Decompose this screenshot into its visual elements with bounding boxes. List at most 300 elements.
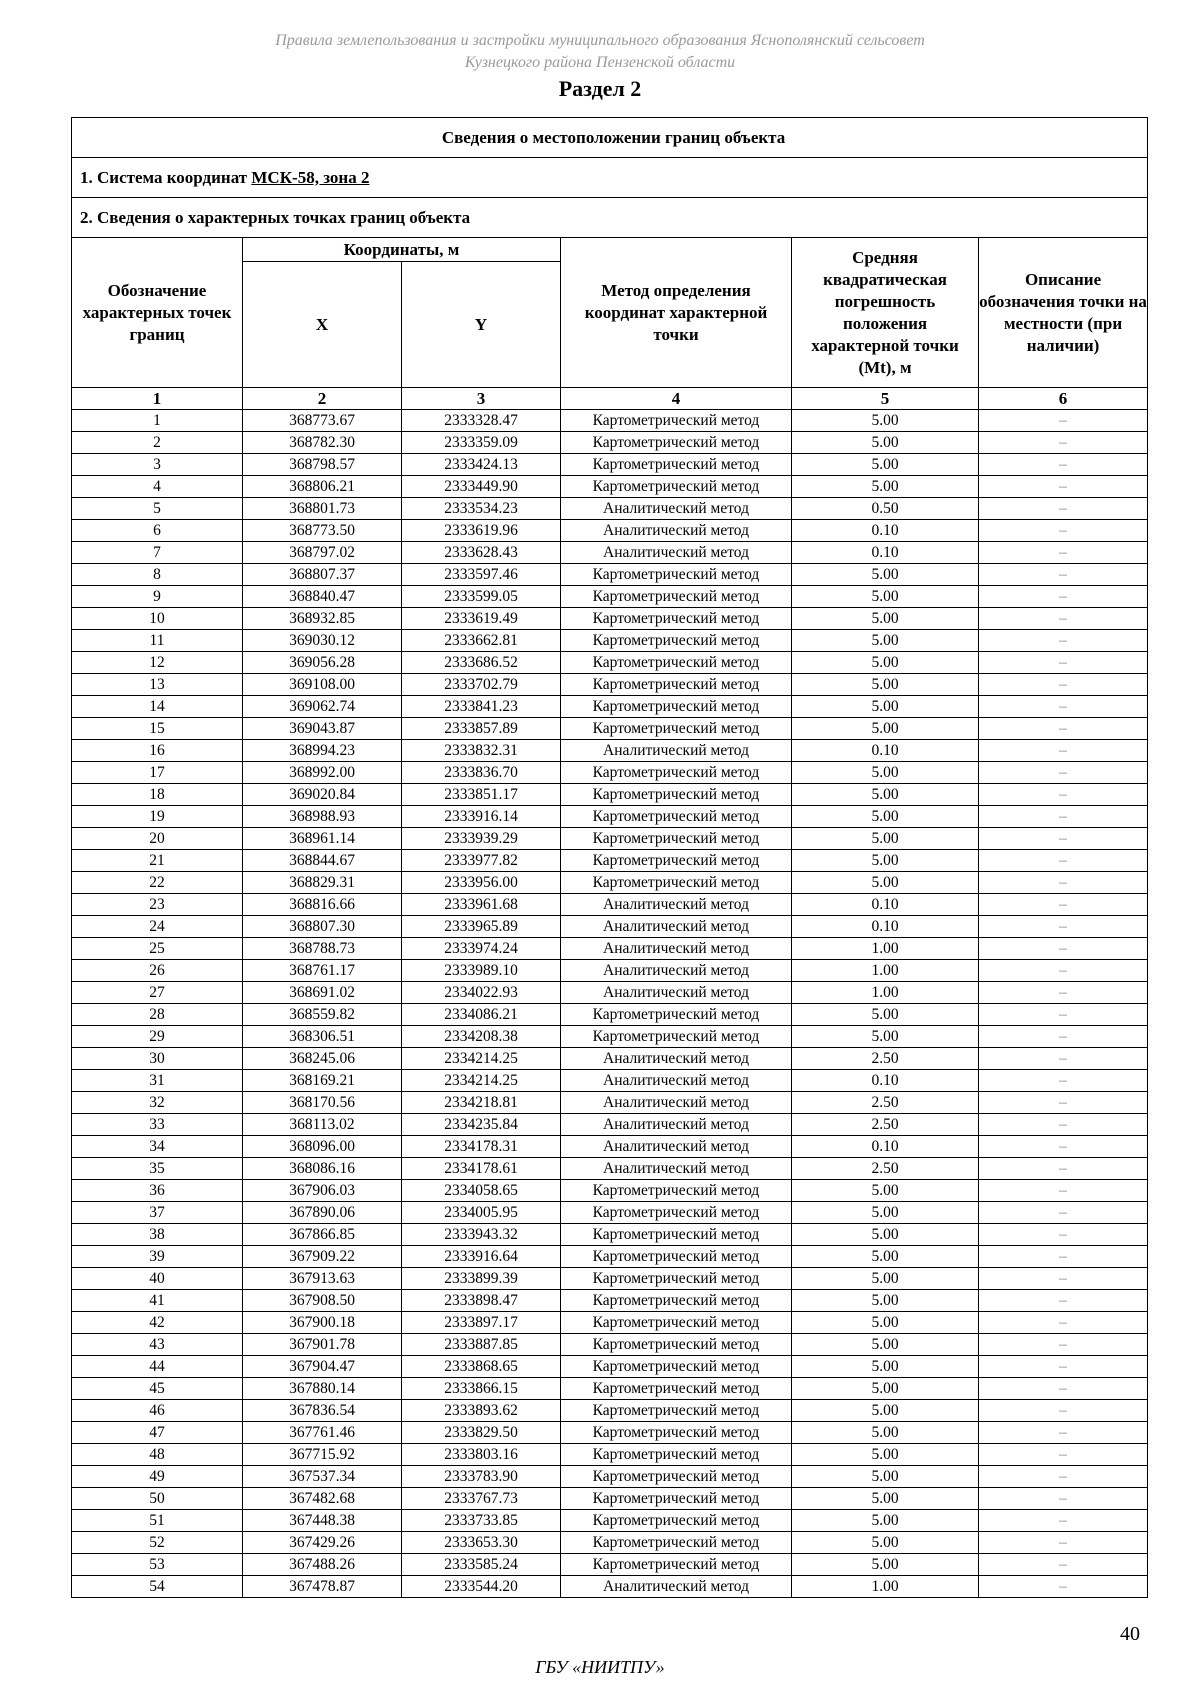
point-number-cell: 44	[72, 1356, 243, 1378]
description-cell: –	[979, 1312, 1148, 1334]
y-coordinate-cell: 2333619.49	[402, 608, 561, 630]
table-row	[72, 982, 1148, 1004]
table-row	[72, 740, 1148, 762]
description-cell: –	[979, 432, 1148, 454]
table-row	[72, 1268, 1148, 1290]
running-header-line-1: Правила землепользования и застройки муниципального образования Яснополянский сельсовет	[275, 32, 925, 49]
header-error: Средняя квадратическая погрешность положения характерной точки (Mt), м	[792, 238, 979, 388]
error-cell: 5.00	[792, 1554, 979, 1576]
y-coordinate-cell: 2334214.25	[402, 1070, 561, 1092]
point-number-cell: 17	[72, 762, 243, 784]
method-cell: Аналитический метод	[561, 916, 792, 938]
error-cell: 5.00	[792, 1224, 979, 1246]
x-coordinate-cell: 367488.26	[243, 1554, 402, 1576]
error-cell: 5.00	[792, 476, 979, 498]
error-cell: 5.00	[792, 454, 979, 476]
table-row	[72, 784, 1148, 806]
error-cell: 5.00	[792, 850, 979, 872]
x-coordinate-cell: 369056.28	[243, 652, 402, 674]
point-number-cell: 52	[72, 1532, 243, 1554]
table-title: Сведения о местоположении границ объекта	[72, 118, 1148, 158]
method-cell: Картометрический метод	[561, 762, 792, 784]
running-header-line-2: Кузнецкого района Пензенской области	[464, 54, 736, 71]
x-coordinate-cell: 367890.06	[243, 1202, 402, 1224]
table-row	[72, 1532, 1148, 1554]
x-coordinate-cell: 368691.02	[243, 982, 402, 1004]
y-coordinate-cell: 2333916.64	[402, 1246, 561, 1268]
method-cell: Картометрический метод	[561, 674, 792, 696]
table-row	[72, 806, 1148, 828]
header-method: Метод определения координат характерной точки	[561, 238, 792, 388]
header-x: X	[243, 262, 402, 388]
error-cell: 2.50	[792, 1114, 979, 1136]
table-row	[72, 674, 1148, 696]
table-row	[72, 1092, 1148, 1114]
point-number-cell: 12	[72, 652, 243, 674]
table-row	[72, 586, 1148, 608]
table-row	[72, 608, 1148, 630]
point-number-cell: 36	[72, 1180, 243, 1202]
point-number-cell: 30	[72, 1048, 243, 1070]
error-cell: 5.00	[792, 1180, 979, 1202]
y-coordinate-cell: 2333702.79	[402, 674, 561, 696]
x-coordinate-cell: 367482.68	[243, 1488, 402, 1510]
description-cell: –	[979, 828, 1148, 850]
point-number-cell: 10	[72, 608, 243, 630]
table-row	[72, 1070, 1148, 1092]
description-cell: –	[979, 608, 1148, 630]
description-cell: –	[979, 1136, 1148, 1158]
y-coordinate-cell: 2334178.61	[402, 1158, 561, 1180]
point-number-cell: 22	[72, 872, 243, 894]
description-cell: –	[979, 1202, 1148, 1224]
x-coordinate-cell: 368992.00	[243, 762, 402, 784]
y-coordinate-cell: 2333943.32	[402, 1224, 561, 1246]
description-cell: –	[979, 1224, 1148, 1246]
error-cell: 5.00	[792, 806, 979, 828]
error-cell: 5.00	[792, 1510, 979, 1532]
x-coordinate-cell: 367537.34	[243, 1466, 402, 1488]
error-cell: 5.00	[792, 762, 979, 784]
x-coordinate-cell: 368961.14	[243, 828, 402, 850]
point-number-cell: 45	[72, 1378, 243, 1400]
coordinate-system-label: 1. Система координат	[80, 167, 252, 187]
method-cell: Картометрический метод	[561, 586, 792, 608]
x-coordinate-cell: 367901.78	[243, 1334, 402, 1356]
table-row	[72, 630, 1148, 652]
y-coordinate-cell: 2333974.24	[402, 938, 561, 960]
table-row	[72, 1378, 1148, 1400]
y-coordinate-cell: 2334214.25	[402, 1048, 561, 1070]
table-row	[72, 1554, 1148, 1576]
method-cell: Картометрический метод	[561, 608, 792, 630]
x-coordinate-cell: 368086.16	[243, 1158, 402, 1180]
point-number-cell: 31	[72, 1070, 243, 1092]
header-description: Описание обозначения точки на местности (при наличии)	[979, 238, 1148, 388]
x-coordinate-cell: 367913.63	[243, 1268, 402, 1290]
points-section-title: 2. Сведения о характерных точках границ объекта	[72, 198, 1148, 238]
table-row	[72, 916, 1148, 938]
error-cell: 5.00	[792, 696, 979, 718]
error-cell: 5.00	[792, 1246, 979, 1268]
x-coordinate-cell: 368988.93	[243, 806, 402, 828]
point-number-cell: 2	[72, 432, 243, 454]
y-coordinate-cell: 2333887.85	[402, 1334, 561, 1356]
table-row	[72, 960, 1148, 982]
error-cell: 5.00	[792, 1004, 979, 1026]
method-cell: Аналитический метод	[561, 1158, 792, 1180]
table-row	[72, 1312, 1148, 1334]
description-cell: –	[979, 498, 1148, 520]
description-cell: –	[979, 1532, 1148, 1554]
table-row	[72, 850, 1148, 872]
description-cell: –	[979, 1048, 1148, 1070]
table-row	[72, 454, 1148, 476]
y-coordinate-cell: 2333841.23	[402, 696, 561, 718]
method-cell: Картометрический метод	[561, 1444, 792, 1466]
y-coordinate-cell: 2333868.65	[402, 1356, 561, 1378]
table-row	[72, 542, 1148, 564]
method-cell: Картометрический метод	[561, 1268, 792, 1290]
y-coordinate-cell: 2334022.93	[402, 982, 561, 1004]
method-cell: Картометрический метод	[561, 718, 792, 740]
method-cell: Картометрический метод	[561, 1290, 792, 1312]
description-cell: –	[979, 1510, 1148, 1532]
error-cell: 1.00	[792, 982, 979, 1004]
method-cell: Аналитический метод	[561, 498, 792, 520]
table-row	[72, 1224, 1148, 1246]
header-designation: Обозначение характерных точек границ	[72, 238, 243, 388]
point-number-cell: 27	[72, 982, 243, 1004]
point-number-cell: 9	[72, 586, 243, 608]
table-row	[72, 1136, 1148, 1158]
method-cell: Картометрический метод	[561, 1202, 792, 1224]
method-cell: Картометрический метод	[561, 1026, 792, 1048]
header-y: Y	[402, 262, 561, 388]
y-coordinate-cell: 2333977.82	[402, 850, 561, 872]
table-row	[72, 718, 1148, 740]
y-coordinate-cell: 2333599.05	[402, 586, 561, 608]
x-coordinate-cell: 368807.30	[243, 916, 402, 938]
x-coordinate-cell: 367761.46	[243, 1422, 402, 1444]
section-title: Раздел 2	[558, 76, 642, 101]
error-cell: 0.10	[792, 1136, 979, 1158]
x-coordinate-cell: 368829.31	[243, 872, 402, 894]
method-cell: Картометрический метод	[561, 432, 792, 454]
y-coordinate-cell: 2334058.65	[402, 1180, 561, 1202]
x-coordinate-cell: 367715.92	[243, 1444, 402, 1466]
table-row	[72, 1576, 1148, 1598]
table-row	[72, 410, 1148, 432]
point-number-cell: 46	[72, 1400, 243, 1422]
description-cell: –	[979, 1466, 1148, 1488]
method-cell: Аналитический метод	[561, 1048, 792, 1070]
y-coordinate-cell: 2333628.43	[402, 542, 561, 564]
error-cell: 5.00	[792, 1532, 979, 1554]
method-cell: Картометрический метод	[561, 1532, 792, 1554]
y-coordinate-cell: 2333961.68	[402, 894, 561, 916]
method-cell: Картометрический метод	[561, 696, 792, 718]
table-row	[72, 1422, 1148, 1444]
method-cell: Аналитический метод	[561, 1114, 792, 1136]
table-row	[72, 1400, 1148, 1422]
method-cell: Картометрический метод	[561, 850, 792, 872]
y-coordinate-cell: 2333686.52	[402, 652, 561, 674]
y-coordinate-cell: 2333449.90	[402, 476, 561, 498]
page-number: 40	[1120, 1623, 1140, 1645]
error-cell: 2.50	[792, 1092, 979, 1114]
x-coordinate-cell: 368170.56	[243, 1092, 402, 1114]
y-coordinate-cell: 2334005.95	[402, 1202, 561, 1224]
table-row	[72, 872, 1148, 894]
description-cell: –	[979, 1554, 1148, 1576]
x-coordinate-cell: 368844.67	[243, 850, 402, 872]
x-coordinate-cell: 368559.82	[243, 1004, 402, 1026]
table-row	[72, 1246, 1148, 1268]
point-number-cell: 16	[72, 740, 243, 762]
error-cell: 5.00	[792, 1202, 979, 1224]
point-number-cell: 8	[72, 564, 243, 586]
y-coordinate-cell: 2333662.81	[402, 630, 561, 652]
point-number-cell: 23	[72, 894, 243, 916]
description-cell: –	[979, 784, 1148, 806]
error-cell: 5.00	[792, 1378, 979, 1400]
y-coordinate-cell: 2334178.31	[402, 1136, 561, 1158]
point-number-cell: 26	[72, 960, 243, 982]
point-number-cell: 20	[72, 828, 243, 850]
y-coordinate-cell: 2334208.38	[402, 1026, 561, 1048]
point-number-cell: 48	[72, 1444, 243, 1466]
y-coordinate-cell: 2333989.10	[402, 960, 561, 982]
description-cell: –	[979, 674, 1148, 696]
x-coordinate-cell: 368798.57	[243, 454, 402, 476]
method-cell: Картометрический метод	[561, 476, 792, 498]
description-cell: –	[979, 718, 1148, 740]
table-row	[72, 1158, 1148, 1180]
x-coordinate-cell: 367836.54	[243, 1400, 402, 1422]
y-coordinate-cell: 2334086.21	[402, 1004, 561, 1026]
y-coordinate-cell: 2333832.31	[402, 740, 561, 762]
y-coordinate-cell: 2334218.81	[402, 1092, 561, 1114]
description-cell: –	[979, 1378, 1148, 1400]
x-coordinate-cell: 368840.47	[243, 586, 402, 608]
point-number-cell: 15	[72, 718, 243, 740]
error-cell: 5.00	[792, 564, 979, 586]
description-cell: –	[979, 410, 1148, 432]
point-number-cell: 11	[72, 630, 243, 652]
point-number-cell: 40	[72, 1268, 243, 1290]
error-cell: 5.00	[792, 630, 979, 652]
x-coordinate-cell: 369062.74	[243, 696, 402, 718]
footer-organization: ГБУ «НИИТПУ»	[535, 1657, 665, 1677]
table-row	[72, 696, 1148, 718]
y-coordinate-cell: 2333893.62	[402, 1400, 561, 1422]
error-cell: 5.00	[792, 872, 979, 894]
y-coordinate-cell: 2333866.15	[402, 1378, 561, 1400]
table-row	[72, 476, 1148, 498]
description-cell: –	[979, 762, 1148, 784]
table-row	[72, 564, 1148, 586]
method-cell: Картометрический метод	[561, 1334, 792, 1356]
y-coordinate-cell: 2333829.50	[402, 1422, 561, 1444]
y-coordinate-cell: 2333851.17	[402, 784, 561, 806]
method-cell: Картометрический метод	[561, 1400, 792, 1422]
y-coordinate-cell: 2333899.39	[402, 1268, 561, 1290]
column-number: 2	[243, 388, 402, 410]
description-cell: –	[979, 454, 1148, 476]
point-number-cell: 35	[72, 1158, 243, 1180]
error-cell: 0.10	[792, 740, 979, 762]
error-cell: 2.50	[792, 1048, 979, 1070]
method-cell: Аналитический метод	[561, 938, 792, 960]
y-coordinate-cell: 2333956.00	[402, 872, 561, 894]
x-coordinate-cell: 368245.06	[243, 1048, 402, 1070]
x-coordinate-cell: 367448.38	[243, 1510, 402, 1532]
x-coordinate-cell: 368816.66	[243, 894, 402, 916]
error-cell: 5.00	[792, 432, 979, 454]
error-cell: 1.00	[792, 938, 979, 960]
method-cell: Аналитический метод	[561, 520, 792, 542]
table-row	[72, 1466, 1148, 1488]
method-cell: Картометрический метод	[561, 652, 792, 674]
x-coordinate-cell: 368806.21	[243, 476, 402, 498]
y-coordinate-cell: 2333733.85	[402, 1510, 561, 1532]
x-coordinate-cell: 368306.51	[243, 1026, 402, 1048]
x-coordinate-cell: 368096.00	[243, 1136, 402, 1158]
table-row	[72, 1290, 1148, 1312]
table-row	[72, 1444, 1148, 1466]
x-coordinate-cell: 368932.85	[243, 608, 402, 630]
method-cell: Аналитический метод	[561, 960, 792, 982]
description-cell: –	[979, 1422, 1148, 1444]
point-number-cell: 18	[72, 784, 243, 806]
point-number-cell: 41	[72, 1290, 243, 1312]
description-cell: –	[979, 696, 1148, 718]
column-number: 3	[402, 388, 561, 410]
error-cell: 5.00	[792, 1488, 979, 1510]
point-number-cell: 6	[72, 520, 243, 542]
point-number-cell: 42	[72, 1312, 243, 1334]
table-row	[72, 652, 1148, 674]
description-cell: –	[979, 894, 1148, 916]
error-cell: 0.10	[792, 520, 979, 542]
error-cell: 2.50	[792, 1158, 979, 1180]
table-row	[72, 498, 1148, 520]
x-coordinate-cell: 368994.23	[243, 740, 402, 762]
description-cell: –	[979, 564, 1148, 586]
point-number-cell: 3	[72, 454, 243, 476]
method-cell: Аналитический метод	[561, 542, 792, 564]
description-cell: –	[979, 1070, 1148, 1092]
method-cell: Картометрический метод	[561, 454, 792, 476]
description-cell: –	[979, 1004, 1148, 1026]
x-coordinate-cell: 367900.18	[243, 1312, 402, 1334]
table-row	[72, 1510, 1148, 1532]
error-cell: 1.00	[792, 1576, 979, 1598]
table-row	[72, 1048, 1148, 1070]
error-cell: 5.00	[792, 1422, 979, 1444]
table-row	[72, 1026, 1148, 1048]
error-cell: 5.00	[792, 718, 979, 740]
description-cell: –	[979, 806, 1148, 828]
method-cell: Картометрический метод	[561, 1312, 792, 1334]
y-coordinate-cell: 2333803.16	[402, 1444, 561, 1466]
x-coordinate-cell: 367880.14	[243, 1378, 402, 1400]
description-cell: –	[979, 872, 1148, 894]
description-cell: –	[979, 1488, 1148, 1510]
error-cell: 5.00	[792, 1290, 979, 1312]
point-number-cell: 14	[72, 696, 243, 718]
method-cell: Картометрический метод	[561, 564, 792, 586]
x-coordinate-cell: 368797.02	[243, 542, 402, 564]
table-row	[72, 828, 1148, 850]
point-number-cell: 49	[72, 1466, 243, 1488]
x-coordinate-cell: 368113.02	[243, 1114, 402, 1136]
description-cell: –	[979, 1092, 1148, 1114]
boundary-points-table	[71, 117, 1148, 1598]
error-cell: 5.00	[792, 410, 979, 432]
y-coordinate-cell: 2333424.13	[402, 454, 561, 476]
y-coordinate-cell: 2333965.89	[402, 916, 561, 938]
table-row	[72, 520, 1148, 542]
point-number-cell: 4	[72, 476, 243, 498]
x-coordinate-cell: 368773.67	[243, 410, 402, 432]
description-cell: –	[979, 1400, 1148, 1422]
method-cell: Картометрический метод	[561, 410, 792, 432]
y-coordinate-cell: 2333836.70	[402, 762, 561, 784]
description-cell: –	[979, 1026, 1148, 1048]
method-cell: Картометрический метод	[561, 828, 792, 850]
method-cell: Картометрический метод	[561, 1466, 792, 1488]
y-coordinate-cell: 2333916.14	[402, 806, 561, 828]
y-coordinate-cell: 2333653.30	[402, 1532, 561, 1554]
point-number-cell: 24	[72, 916, 243, 938]
y-coordinate-cell: 2333585.24	[402, 1554, 561, 1576]
x-coordinate-cell: 368169.21	[243, 1070, 402, 1092]
error-cell: 1.00	[792, 960, 979, 982]
error-cell: 5.00	[792, 784, 979, 806]
error-cell: 5.00	[792, 1312, 979, 1334]
description-cell: –	[979, 740, 1148, 762]
table-row	[72, 894, 1148, 916]
y-coordinate-cell: 2333597.46	[402, 564, 561, 586]
description-cell: –	[979, 1356, 1148, 1378]
x-coordinate-cell: 368807.37	[243, 564, 402, 586]
error-cell: 5.00	[792, 674, 979, 696]
error-cell: 5.00	[792, 1400, 979, 1422]
point-number-cell: 43	[72, 1334, 243, 1356]
method-cell: Картометрический метод	[561, 1246, 792, 1268]
point-number-cell: 33	[72, 1114, 243, 1136]
method-cell: Аналитический метод	[561, 1092, 792, 1114]
method-cell: Картометрический метод	[561, 1510, 792, 1532]
x-coordinate-cell: 369020.84	[243, 784, 402, 806]
point-number-cell: 34	[72, 1136, 243, 1158]
table-row	[72, 1114, 1148, 1136]
method-cell: Картометрический метод	[561, 1180, 792, 1202]
method-cell: Картометрический метод	[561, 806, 792, 828]
description-cell: –	[979, 652, 1148, 674]
header-coordinates: Координаты, м	[243, 238, 561, 262]
x-coordinate-cell: 367904.47	[243, 1356, 402, 1378]
y-coordinate-cell: 2333898.47	[402, 1290, 561, 1312]
method-cell: Картометрический метод	[561, 1488, 792, 1510]
point-number-cell: 37	[72, 1202, 243, 1224]
coordinate-system-row	[72, 158, 1148, 198]
column-number: 6	[979, 388, 1148, 410]
error-cell: 0.10	[792, 542, 979, 564]
method-cell: Аналитический метод	[561, 1070, 792, 1092]
